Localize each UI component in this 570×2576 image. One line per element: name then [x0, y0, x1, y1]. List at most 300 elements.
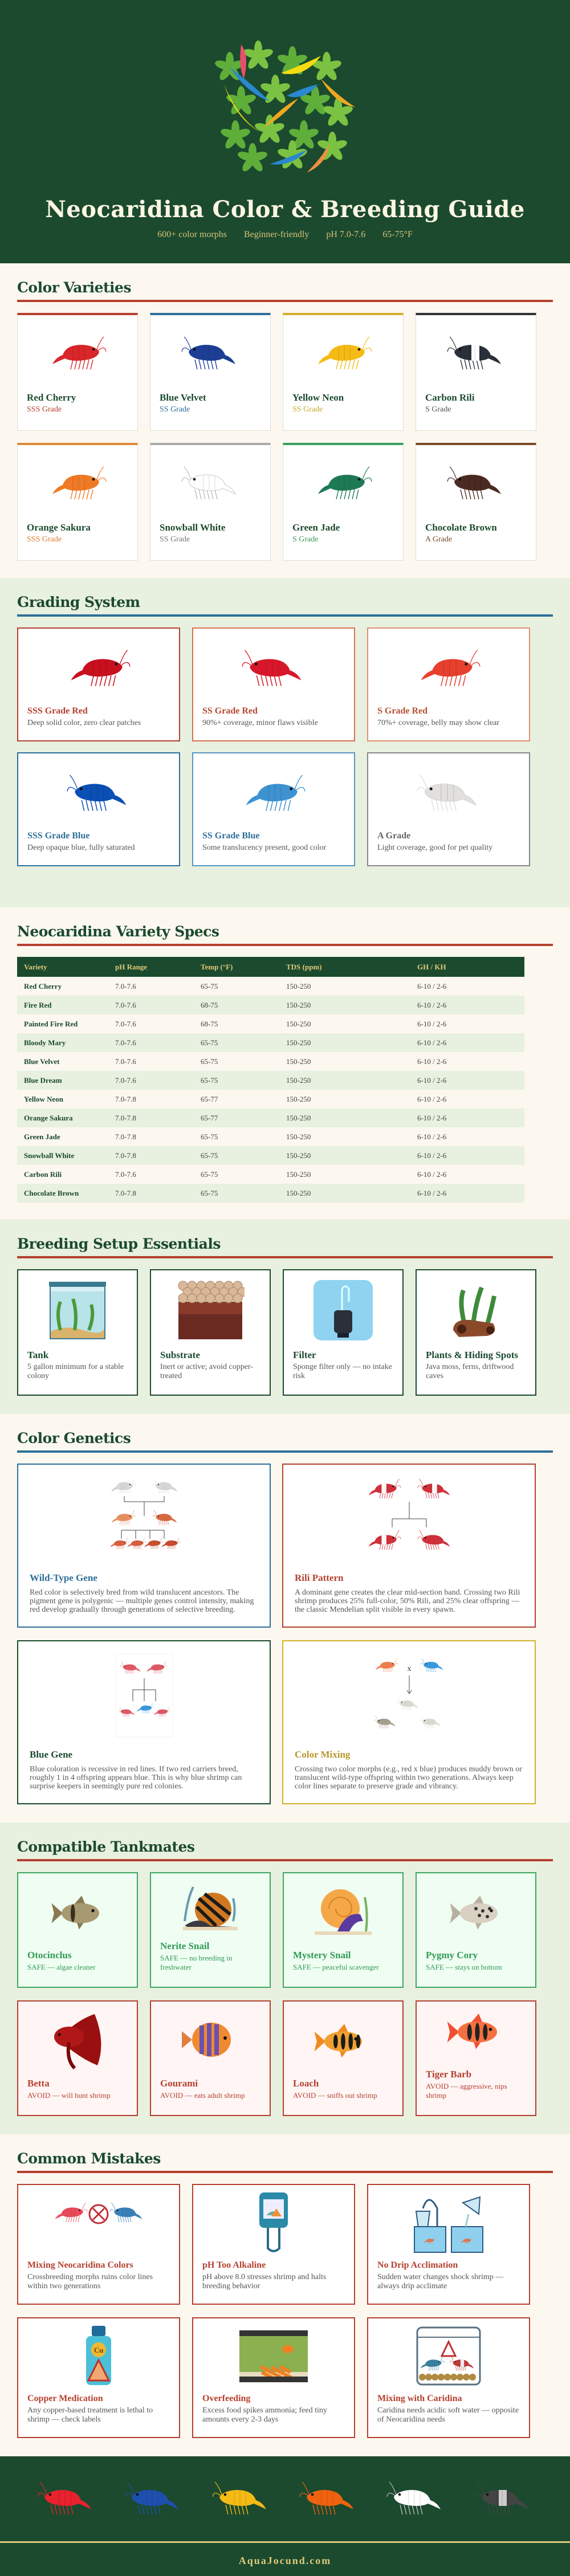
- table-cell: Blue Dream: [17, 1071, 108, 1090]
- specs-section: [0, 907, 570, 1220]
- card-description: SSS Grade: [27, 405, 62, 414]
- card-description: Blue coloration is recessive in red lines. If two red carriers breed, roughly 1 in 4 offspring appears blue. This is why blue shrimp can surprise keepers in seemingly pure red colonies.: [30, 1765, 242, 1791]
- genetics-card[interactable]: [17, 1464, 271, 1628]
- avoid-tankmate-card[interactable]: [416, 2000, 536, 2116]
- card-description: Light coverage, good for pet quality: [377, 843, 493, 852]
- variety-card[interactable]: [17, 313, 138, 431]
- table-cell: 68-75: [201, 1019, 218, 1028]
- card-title: Chocolate Brown: [425, 522, 497, 533]
- divider: [17, 1450, 553, 1453]
- card-description: SSS Grade: [27, 535, 62, 544]
- table-cell: 65-75: [194, 1184, 279, 1203]
- column-header[interactable]: pH Range: [108, 957, 194, 977]
- loach-icon: [284, 2002, 402, 2078]
- card-text: [283, 1749, 535, 1803]
- card-text: [368, 2260, 529, 2304]
- card-text: [18, 830, 179, 865]
- section-heading: Compatible Tankmates: [17, 1839, 195, 1855]
- wild-diagram-icon: [18, 1465, 270, 1572]
- card-text: [283, 522, 403, 560]
- table-cell: Orange Sakura: [17, 1108, 108, 1127]
- column-header[interactable]: GH / KH: [410, 957, 524, 977]
- card-description: SS Grade: [160, 405, 190, 414]
- avoid-tankmate-card[interactable]: [283, 2000, 404, 2116]
- setup-section: [0, 1220, 570, 1414]
- shrimp-parade: [0, 2456, 570, 2541]
- card-title: SSS Grade Blue: [27, 831, 90, 841]
- table-cell: 150-250: [279, 1146, 410, 1165]
- card-description: Sudden water changes shock shrimp — always drip acclimate: [377, 2273, 504, 2290]
- shrimp-icon: [124, 2479, 184, 2519]
- card-text: [150, 392, 270, 430]
- table-cell: 7.0-7.8: [115, 1132, 136, 1141]
- card-title: Mixing Neocaridina Colors: [27, 2260, 133, 2270]
- table-cell: 150-250: [279, 1071, 410, 1090]
- table-cell: 6-10 / 2-6: [417, 1019, 447, 1028]
- card-text: [193, 2393, 354, 2437]
- card-description: pH above 8.0 stresses shrimp and halts breeding behavior: [202, 2273, 327, 2290]
- shrimp-icon: [18, 315, 137, 392]
- card-text: [18, 1950, 137, 1987]
- card-description: SS Grade: [292, 405, 323, 414]
- shrimp-leaves-illustration: [207, 33, 363, 173]
- card-title: pH Too Alkaline: [202, 2260, 266, 2270]
- table-row: [17, 1184, 524, 1203]
- divider: [17, 944, 553, 946]
- setup-grid: [17, 1269, 553, 1396]
- card-title: Nerite Snail: [160, 1941, 210, 1951]
- card-text: [368, 2393, 529, 2437]
- table-row: [17, 996, 524, 1014]
- table-cell: 7.0-7.8: [108, 1184, 194, 1203]
- card-text: [417, 1350, 535, 1395]
- genetics-grid: [17, 1464, 553, 1804]
- tankmates-grid: [17, 1872, 553, 2116]
- card-title: Mystery Snail: [293, 1950, 351, 1960]
- card-text: [18, 1572, 270, 1627]
- page-title: Neocaridina Color & Breeding Guide: [45, 196, 525, 223]
- shrimp-icon: [193, 753, 354, 830]
- card-description: A dominant gene creates the clear mid-section band. Crossing two Rili shrimp produces 25% full-color, 50% Rili, and 25% clear offspring — the classic Mendelian split visible in every spawn.: [295, 1588, 520, 1614]
- card-title: Blue Velvet: [160, 392, 206, 403]
- divider: [17, 1859, 553, 1861]
- card-title: Gourami: [160, 2078, 198, 2089]
- card-description: 5 gallon minimum for a stable colony: [27, 1363, 124, 1380]
- grade-card[interactable]: [367, 752, 530, 866]
- variety-card[interactable]: [283, 443, 404, 561]
- mistake-card[interactable]: [367, 2184, 530, 2305]
- table-cell: 65-75: [194, 1146, 279, 1165]
- table-cell: 7.0-7.6: [108, 996, 194, 1014]
- card-text: [283, 1572, 535, 1627]
- grade-card[interactable]: [192, 752, 355, 866]
- card-title: Copper Medication: [27, 2394, 103, 2403]
- table-cell: Carbon Rili: [24, 1169, 62, 1179]
- card-title: Color Mixing: [295, 1749, 351, 1760]
- card-description: AVOID — will hunt shrimp: [27, 2091, 111, 2100]
- shrimp-icon: [18, 445, 137, 522]
- variety-grid: [17, 313, 553, 561]
- table-row: [17, 1071, 524, 1090]
- section-heading: Neocaridina Variety Specs: [17, 923, 219, 940]
- card-description: Some translucency present, good color: [202, 843, 327, 852]
- table-header-row: [17, 957, 524, 977]
- divider: [17, 614, 553, 617]
- genetics-card[interactable]: [17, 1640, 271, 1804]
- card-description: Excess food spikes ammonia; feed tiny amounts every 2-3 days: [202, 2406, 327, 2424]
- variety-card[interactable]: [416, 313, 536, 431]
- table-cell: 65-75: [201, 1057, 218, 1066]
- card-title: Substrate: [160, 1350, 200, 1360]
- safe-tankmate-card[interactable]: [150, 1872, 271, 1988]
- nomix-icon: [18, 2185, 179, 2260]
- card-title: No Drip Acclimation: [377, 2260, 458, 2270]
- card-description: Crossing two color morphs (e.g., red x blue) produces muddy brown or translucent wild-type offspring within two generations. Always keep color lines separate to preserve grade and vibrancy.: [295, 1765, 522, 1791]
- table-row: [17, 977, 524, 996]
- mistake-card[interactable]: [17, 2317, 180, 2438]
- card-text: [18, 1749, 270, 1803]
- table-cell: 150-250: [286, 981, 311, 991]
- shrimp-icon: [299, 2479, 359, 2519]
- card-title: Pygmy Cory: [426, 1950, 478, 1960]
- genetics-section: [0, 1414, 570, 1823]
- mystery-icon: [284, 1873, 402, 1950]
- card-text: [151, 1350, 270, 1395]
- table-cell: 7.0-7.6: [108, 1033, 194, 1052]
- section-heading: Grading System: [17, 594, 140, 610]
- card-title: SSS Grade Red: [27, 706, 88, 716]
- table-cell: 7.0-7.8: [115, 1094, 136, 1103]
- table-cell: 6-10 / 2-6: [417, 1094, 447, 1103]
- table-row: [17, 1127, 524, 1146]
- table-cell: Yellow Neon: [24, 1094, 63, 1103]
- table-row: [17, 1014, 524, 1033]
- shrimp-icon: [283, 445, 403, 522]
- filter-icon: [284, 1270, 402, 1350]
- tag-morphs: 600+ color morphs: [157, 230, 227, 239]
- avoid-tankmate-card[interactable]: [150, 2000, 271, 2116]
- card-title: Mixing with Caridina: [377, 2394, 462, 2403]
- table-cell: Snowball White: [17, 1146, 108, 1165]
- card-description: S Grade: [425, 405, 451, 414]
- barb-icon: [417, 2002, 535, 2069]
- oto-icon: [18, 1873, 137, 1950]
- variety-card[interactable]: [283, 313, 404, 431]
- card-text: [368, 706, 529, 740]
- shrimp-icon: [150, 445, 270, 522]
- hero-tags: [0, 230, 570, 240]
- phmeter-icon: [193, 2185, 354, 2260]
- mistakes-grid: [17, 2184, 553, 2438]
- mix-diagram-icon: [283, 1641, 535, 1749]
- nerite-icon: [151, 1873, 270, 1941]
- table-cell: 150-250: [286, 1094, 311, 1103]
- table-cell: 7.0-7.6: [115, 981, 136, 991]
- table-cell: 150-250: [286, 1019, 311, 1028]
- card-title: SS Grade Blue: [202, 831, 260, 841]
- section-heading: Color Genetics: [17, 1430, 131, 1446]
- safe-tankmate-card[interactable]: [17, 1872, 138, 1988]
- variety-card[interactable]: [17, 443, 138, 561]
- card-text: [368, 830, 529, 865]
- grading-grid: [17, 627, 553, 866]
- card-title: Loach: [293, 2078, 319, 2089]
- table-cell: 150-250: [286, 1132, 311, 1141]
- card-title: Rili Pattern: [295, 1572, 344, 1583]
- card-title: Filter: [293, 1350, 316, 1360]
- section-heading: Common Mistakes: [17, 2150, 161, 2167]
- drip-icon: [368, 2185, 529, 2260]
- divider: [17, 300, 553, 302]
- hero-banner: [0, 0, 570, 263]
- table-row: [17, 1165, 524, 1184]
- card-text: [193, 706, 354, 740]
- table-cell: Green Jade: [24, 1132, 60, 1141]
- card-text: [193, 2260, 354, 2304]
- table-row: [17, 1090, 524, 1108]
- card-description: SAFE — no breeding in freshwater: [160, 1954, 233, 1971]
- table-cell: 7.0-7.6: [115, 1057, 136, 1066]
- setup-card[interactable]: [416, 1269, 536, 1396]
- card-text: [151, 2078, 270, 2115]
- divider: [17, 2171, 553, 2173]
- card-title: Betta: [27, 2078, 50, 2089]
- shrimp-icon: [474, 2479, 534, 2519]
- shrimp-icon: [416, 445, 536, 522]
- section-heading: Color Varieties: [17, 279, 132, 296]
- shrimp-icon: [368, 629, 529, 706]
- shrimp-icon: [18, 629, 179, 706]
- mistake-card[interactable]: [17, 2184, 180, 2305]
- card-title: Plants & Hiding Spots: [426, 1350, 519, 1360]
- plants-icon: [417, 1270, 535, 1350]
- table-row: [17, 1146, 524, 1165]
- card-title: Otocinclus: [27, 1950, 72, 1960]
- table-cell: 6-10 / 2-6: [417, 1132, 447, 1141]
- copper-icon: [18, 2318, 179, 2393]
- card-description: SAFE — algae cleaner: [27, 1963, 96, 1971]
- table-cell: 150-250: [279, 1033, 410, 1052]
- card-text: [193, 830, 354, 865]
- table-cell: 65-75: [194, 1033, 279, 1052]
- substrate-icon: [151, 1270, 270, 1350]
- variety-card[interactable]: [416, 443, 536, 561]
- card-title: Red Cherry: [27, 392, 76, 403]
- column-header[interactable]: TDS (ppm): [279, 957, 410, 977]
- mistake-card[interactable]: [367, 2317, 530, 2438]
- setup-card[interactable]: [17, 1269, 138, 1396]
- table-cell: 65-75: [201, 981, 218, 991]
- card-text: [18, 706, 179, 740]
- tag-beginner: Beginner-friendly: [244, 230, 310, 239]
- table-cell: 6-10 / 2-6: [410, 1184, 524, 1203]
- grade-card[interactable]: [17, 752, 180, 866]
- table-cell: 65-75: [194, 1071, 279, 1090]
- table-cell: Red Cherry: [24, 981, 62, 991]
- card-description: Crossbreeding morphs ruins color lines within two generations: [27, 2273, 153, 2290]
- card-text: [18, 392, 137, 430]
- cross-symbol: x: [407, 1664, 411, 1673]
- tank-icon: [18, 1270, 137, 1350]
- avoid-tankmate-card[interactable]: [17, 2000, 138, 2116]
- card-title: A Grade: [377, 831, 411, 841]
- card-title: Snowball White: [160, 522, 226, 533]
- card-title: Orange Sakura: [27, 522, 91, 533]
- divider: [17, 1256, 553, 1258]
- table-cell: 65-75: [201, 1132, 218, 1141]
- table-cell: 7.0-7.6: [115, 1019, 136, 1028]
- grade-card[interactable]: [192, 627, 355, 741]
- safe-tankmate-card[interactable]: [283, 1872, 404, 1988]
- table-cell: 6-10 / 2-6: [417, 981, 447, 991]
- mistake-card[interactable]: [192, 2317, 355, 2438]
- shrimp-icon: [193, 629, 354, 706]
- column-header[interactable]: Temp (°F): [194, 957, 279, 977]
- table-cell: 6-10 / 2-6: [417, 1169, 447, 1179]
- card-title: Tank: [27, 1350, 49, 1360]
- specs-table: [17, 957, 524, 1203]
- grade-card[interactable]: [17, 627, 180, 741]
- shrimp-icon: [386, 2479, 446, 2519]
- table-cell: 7.0-7.6: [108, 1071, 194, 1090]
- table-cell: 7.0-7.8: [108, 1146, 194, 1165]
- card-description: Deep solid color, zero clear patches: [27, 719, 141, 727]
- table-cell: 6-10 / 2-6: [410, 1071, 524, 1090]
- shrimp-icon: [18, 753, 179, 830]
- table-cell: Blue Velvet: [24, 1057, 60, 1066]
- table-cell: Painted Fire Red: [24, 1019, 78, 1028]
- card-description: SAFE — stays on bottom: [426, 1963, 502, 1971]
- column-header[interactable]: Variety: [17, 957, 108, 977]
- grading-section: [0, 578, 570, 907]
- rili-diagram-icon: [283, 1465, 535, 1572]
- tag-temp: 65-75°F: [382, 230, 413, 239]
- card-description: Inert or active; avoid copper-treated: [160, 1363, 253, 1380]
- caridina-icon: [368, 2318, 529, 2393]
- table-row: [17, 1033, 524, 1052]
- table-row: [17, 1108, 524, 1127]
- card-title: Wild-Type Gene: [30, 1572, 97, 1583]
- card-description: Any copper-based treatment is lethal to shrimp — check labels: [27, 2406, 153, 2424]
- card-description: Sponge filter only — no intake risk: [293, 1363, 392, 1380]
- gourami-icon: [151, 2002, 270, 2078]
- table-cell: Chocolate Brown: [17, 1184, 108, 1203]
- card-text: [416, 392, 536, 430]
- table-cell: Fire Red: [17, 996, 108, 1014]
- table-cell: 65-77: [194, 1108, 279, 1127]
- card-text: [284, 1950, 402, 1987]
- card-description: AVOID — eats adult shrimp: [160, 2091, 245, 2100]
- table-cell: 65-75: [201, 1169, 218, 1179]
- overfeed-icon: [193, 2318, 354, 2393]
- table-cell: 6-10 / 2-6: [417, 1057, 447, 1066]
- card-title: Tiger Barb: [426, 2069, 472, 2080]
- shrimp-icon: [368, 753, 529, 830]
- tankmates-section: [0, 1823, 570, 2134]
- mistakes-section: [0, 2134, 570, 2456]
- card-text: [150, 522, 270, 560]
- card-description: 70%+ coverage, belly may show clear: [377, 719, 499, 727]
- table-cell: 65-77: [201, 1094, 218, 1103]
- grade-card[interactable]: [367, 627, 530, 741]
- shrimp-icon: [416, 315, 536, 392]
- card-title: Yellow Neon: [292, 392, 344, 403]
- card-text: [18, 1350, 137, 1395]
- card-description: SS Grade: [160, 535, 190, 544]
- card-title: Green Jade: [292, 522, 340, 533]
- table-cell: 6-10 / 2-6: [410, 996, 524, 1014]
- setup-card[interactable]: [150, 1269, 271, 1396]
- footer: [0, 2456, 570, 2576]
- card-description: S Grade: [292, 535, 319, 544]
- card-description: Java moss, ferns, driftwood caves: [426, 1363, 514, 1380]
- card-description: SAFE — peaceful scavenger: [293, 1963, 379, 1971]
- copper-label: Cu: [93, 2345, 104, 2354]
- color-varieties-section: [0, 263, 570, 578]
- card-title: Blue Gene: [30, 1749, 73, 1760]
- site-link[interactable]: AquaJocund.com: [238, 2555, 332, 2566]
- card-description: Deep opaque blue, fully saturated: [27, 843, 135, 852]
- blue-diagram-icon: [18, 1641, 270, 1749]
- card-description: A Grade: [425, 535, 453, 544]
- mistake-card[interactable]: [192, 2184, 355, 2305]
- table-row: [17, 1052, 524, 1071]
- card-text: [284, 1350, 402, 1395]
- shrimp-icon: [150, 315, 270, 392]
- table-cell: 150-250: [286, 1057, 311, 1066]
- setup-card[interactable]: [283, 1269, 404, 1396]
- table-cell: 7.0-7.6: [115, 1169, 136, 1179]
- table-cell: 6-10 / 2-6: [410, 1108, 524, 1127]
- table-cell: 6-10 / 2-6: [410, 1146, 524, 1165]
- card-title: Carbon Rili: [425, 392, 475, 403]
- table-cell: 150-250: [279, 996, 410, 1014]
- table-cell: 7.0-7.8: [108, 1108, 194, 1127]
- card-description: AVOID — sniffs out shrimp: [293, 2091, 377, 2100]
- shrimp-icon: [283, 315, 403, 392]
- safe-tankmate-card[interactable]: [416, 1872, 536, 1988]
- table-cell: 68-75: [194, 996, 279, 1014]
- genetics-card[interactable]: [282, 1640, 536, 1804]
- tag-ph: pH 7.0-7.6: [326, 230, 366, 239]
- card-description: AVOID — aggressive, nips shrimp: [426, 2082, 507, 2100]
- card-text: [18, 2260, 179, 2304]
- card-text: [151, 1941, 270, 1987]
- card-text: [417, 2069, 535, 2115]
- card-title: SS Grade Red: [202, 706, 258, 716]
- variety-card[interactable]: [150, 313, 271, 431]
- card-text: [18, 2078, 137, 2115]
- shrimp-icon: [36, 2479, 96, 2519]
- card-text: [417, 1950, 535, 1987]
- table-cell: 6-10 / 2-6: [410, 1033, 524, 1052]
- card-text: [416, 522, 536, 560]
- card-text: [283, 392, 403, 430]
- card-title: S Grade Red: [377, 706, 427, 716]
- card-text: [284, 2078, 402, 2115]
- table-cell: 150-250: [279, 1184, 410, 1203]
- card-text: [18, 522, 137, 560]
- card-text: [18, 2393, 179, 2437]
- shrimp-icon: [211, 2479, 271, 2519]
- card-description: Caridina needs acidic soft water — opposite of Neocaridina needs: [377, 2406, 519, 2424]
- variety-card[interactable]: [150, 443, 271, 561]
- card-title: Overfeeding: [202, 2394, 251, 2403]
- cory-icon: [417, 1873, 535, 1950]
- betta-icon: [18, 2002, 137, 2078]
- genetics-card[interactable]: [282, 1464, 536, 1628]
- table-cell: 150-250: [286, 1169, 311, 1179]
